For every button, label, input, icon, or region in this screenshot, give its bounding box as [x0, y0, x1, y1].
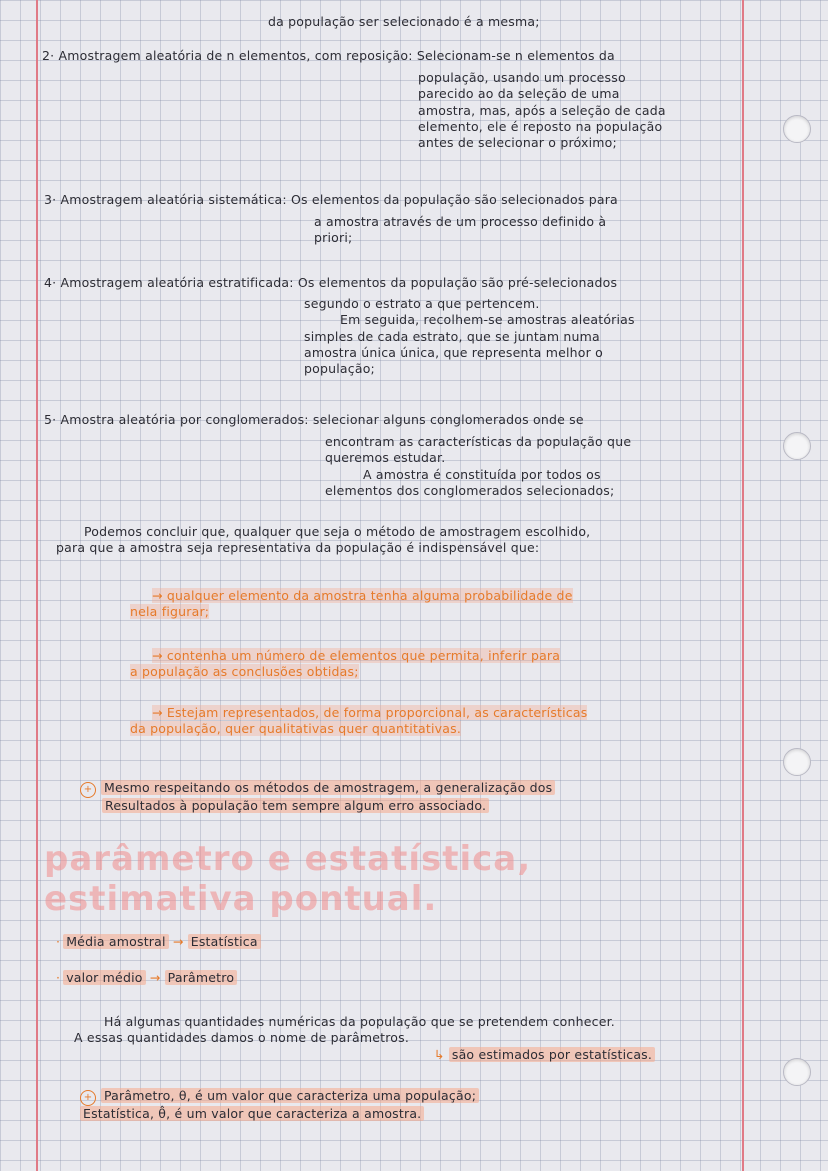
section-title: Amostragem aleatória de n elementos, com reposição:: [58, 48, 413, 63]
section-3-text: a amostra através de um processo definido à priori;: [314, 214, 607, 246]
section-2-heading: [42, 48, 615, 64]
conclusion-text: Podemos concluir que, qualquer que seja o método de amostragem escolhido, para que a amostra seja representativa da população é indispensável que:: [56, 524, 591, 556]
left-margin-line: [36, 0, 38, 1171]
section-number: 2·: [42, 48, 55, 63]
tip-icon: +: [80, 782, 96, 798]
binder-hole-icon: [783, 1058, 811, 1086]
parameters-paragraph: Há algumas quantidades numéricas da população que se pretendem conhecer. A essas quantidades damos o nome de parâmetros. ↳ são estimados por estatísticas.: [74, 1014, 655, 1063]
requirement-item: → contenha um número de elementos que permita, inferir para a população as conclusões obtidas;: [130, 648, 561, 680]
section-heading-line-1: parâmetro e estatística,: [44, 839, 532, 879]
section-heading-line-2: estimativa pontual.: [44, 879, 438, 919]
definition-sample-mean: · Média amostral → Estatística: [56, 934, 261, 950]
section-5-text: encontram as características da população que queremos estudar. A amostra é constituída por todos os elementos dos conglomerados selecionados;: [325, 434, 632, 498]
tip-icon: +: [80, 1090, 96, 1106]
binder-hole-icon: [783, 115, 811, 143]
binder-hole-icon: [783, 748, 811, 776]
section-3-heading: 3· Amostragem aleatória sistemática: Os elementos da população são selecionados para: [44, 192, 618, 207]
section-5-heading: 5· Amostra aleatória por conglomerados: selecionar alguns conglomerados onde se: [44, 412, 584, 427]
note-box: + Mesmo respeitando os métodos de amostragem, a generalização dos Resultados à população tem sempre algum erro associado.: [80, 780, 555, 814]
definition-mean-value: · valor médio → Parâmetro: [56, 970, 237, 986]
requirement-item: → qualquer elemento da amostra tenha alguma probabilidade de nela figurar;: [130, 588, 573, 620]
line-continuation: da população ser selecionado é a mesma;: [268, 14, 540, 29]
binder-hole-icon: [783, 432, 811, 460]
note-box-parameter: + Parâmetro, θ, é um valor que caracteriza uma população; Estatística, θ̂, é um valor que caracteriza a amostra.: [80, 1088, 479, 1122]
requirement-item: → Estejam representados, de forma proporcional, as características da população, quer qualitativas quer quantitativas.: [130, 705, 588, 737]
section-4-heading: 4· Amostragem aleatória estratificada: Os elementos da população são pré-selecionados: [44, 275, 618, 290]
section-4-text: segundo o estrato a que pertencem. Em seguida, recolhem-se amostras aleatórias simples de cada estrato, que se juntam numa amostra única única, que representa melhor o população;: [304, 296, 635, 376]
section-2-text: população, usando um processo parecido ao da seleção de uma amostra, mas, após a seleção de cada elemento, ele é reposto na população antes de selecionar o próximo;: [418, 70, 666, 150]
right-margin-line: [742, 0, 744, 1171]
section-text: Selecionam-se n elementos da: [416, 48, 615, 63]
